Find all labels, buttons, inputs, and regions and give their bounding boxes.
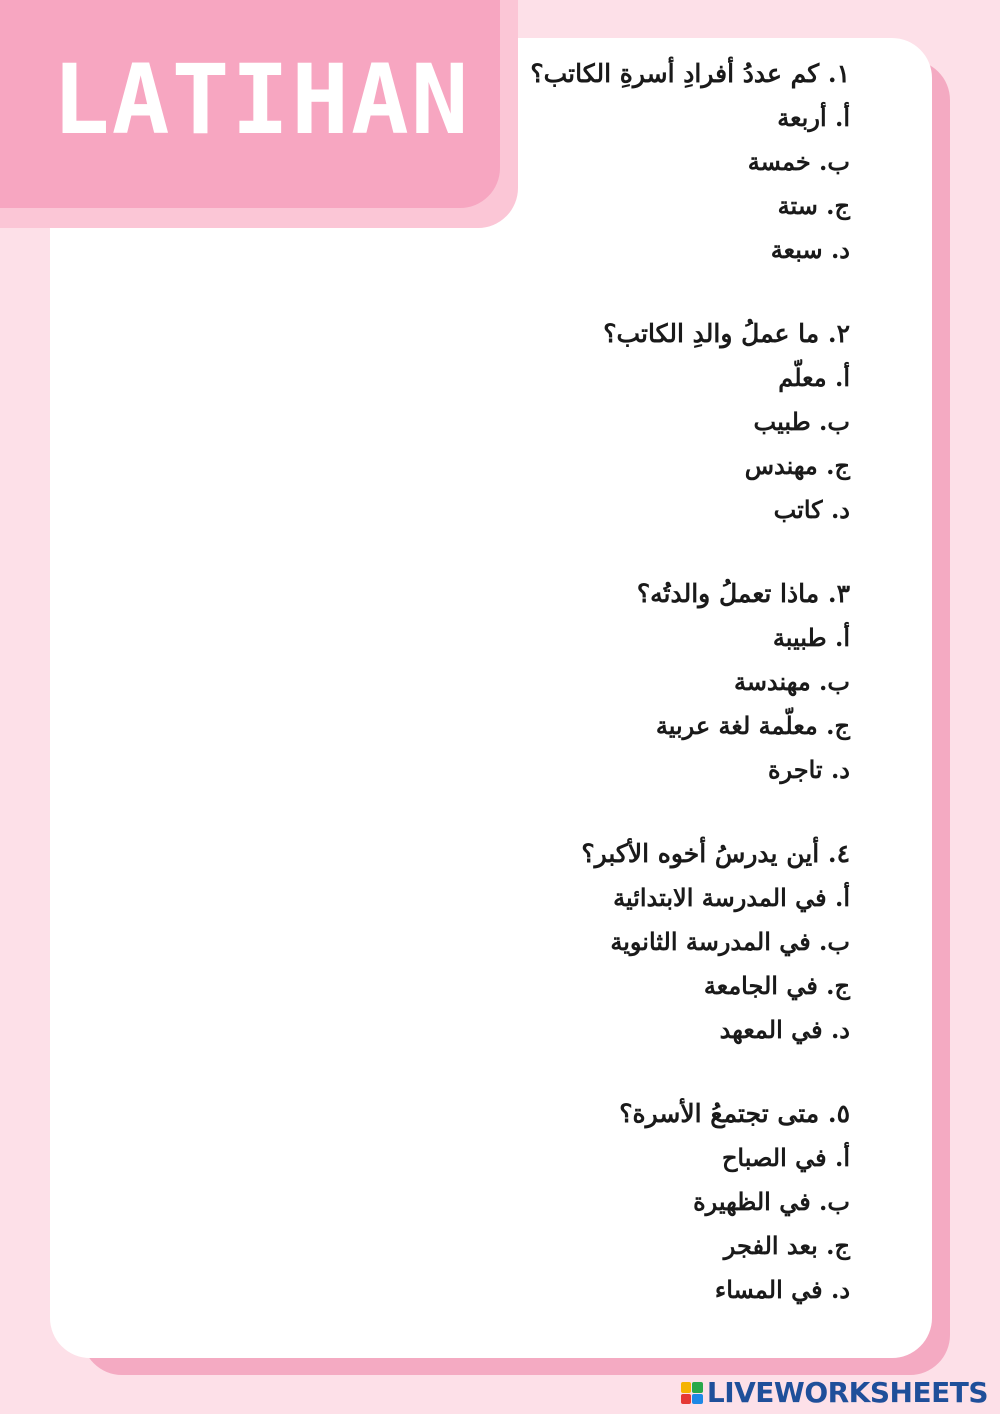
option-b[interactable]: ب. في الظهيرة [693, 1187, 850, 1216]
question-text: ٣. ماذا تعملُ والدتُه؟ [636, 579, 850, 608]
logo-square [681, 1394, 692, 1405]
option-b[interactable]: ب. مهندسة [733, 667, 850, 696]
question-4 [210, 832, 850, 1052]
option-b[interactable]: ب. في المدرسة الثانوية [610, 927, 850, 956]
liveworksheets-logo-icon [681, 1382, 703, 1404]
question-1 [210, 52, 850, 272]
option-b[interactable]: ب. خمسة [747, 147, 850, 176]
logo-square [692, 1382, 703, 1393]
question-2 [210, 312, 850, 532]
option-c[interactable]: ج. بعد الفجر [723, 1231, 850, 1260]
question-3 [210, 572, 850, 792]
option-a[interactable]: أ. أربعة [777, 103, 850, 132]
brand-name: LIVEWORKSHEETS [706, 1376, 988, 1409]
question-text: ١. كم عددُ أفرادِ أسرةِ الكاتب؟ [530, 59, 850, 88]
question-text: ٥. متى تجتمعُ الأسرة؟ [619, 1099, 850, 1128]
page-title: LATIHAN [52, 44, 471, 156]
option-c[interactable]: ج. مهندس [744, 451, 850, 480]
option-a[interactable]: أ. في الصباح [721, 1143, 850, 1172]
option-d[interactable]: د. تاجرة [767, 755, 850, 784]
option-c[interactable]: ج. ستة [777, 191, 850, 220]
option-c[interactable]: ج. في الجامعة [703, 971, 850, 1000]
option-c[interactable]: ج. معلّمة لغة عربية [655, 711, 850, 740]
option-d[interactable]: د. في المعهد [719, 1015, 850, 1044]
option-a[interactable]: أ. في المدرسة الابتدائية [613, 883, 850, 912]
option-b[interactable]: ب. طبيب [753, 407, 850, 436]
logo-square [692, 1394, 703, 1405]
option-d[interactable]: د. سبعة [770, 235, 850, 264]
option-d[interactable]: د. في المساء [714, 1275, 850, 1304]
option-a[interactable]: أ. معلّم [778, 363, 850, 392]
question-text: ٢. ما عملُ والدِ الكاتب؟ [603, 319, 850, 348]
liveworksheets-watermark [681, 1378, 988, 1408]
questions-list [210, 52, 850, 1352]
question-5 [210, 1092, 850, 1312]
option-a[interactable]: أ. طبيبة [772, 623, 850, 652]
option-d[interactable]: د. كاتب [773, 495, 850, 524]
question-text: ٤. أين يدرسُ أخوه الأكبر؟ [581, 839, 850, 868]
logo-square [681, 1382, 692, 1393]
